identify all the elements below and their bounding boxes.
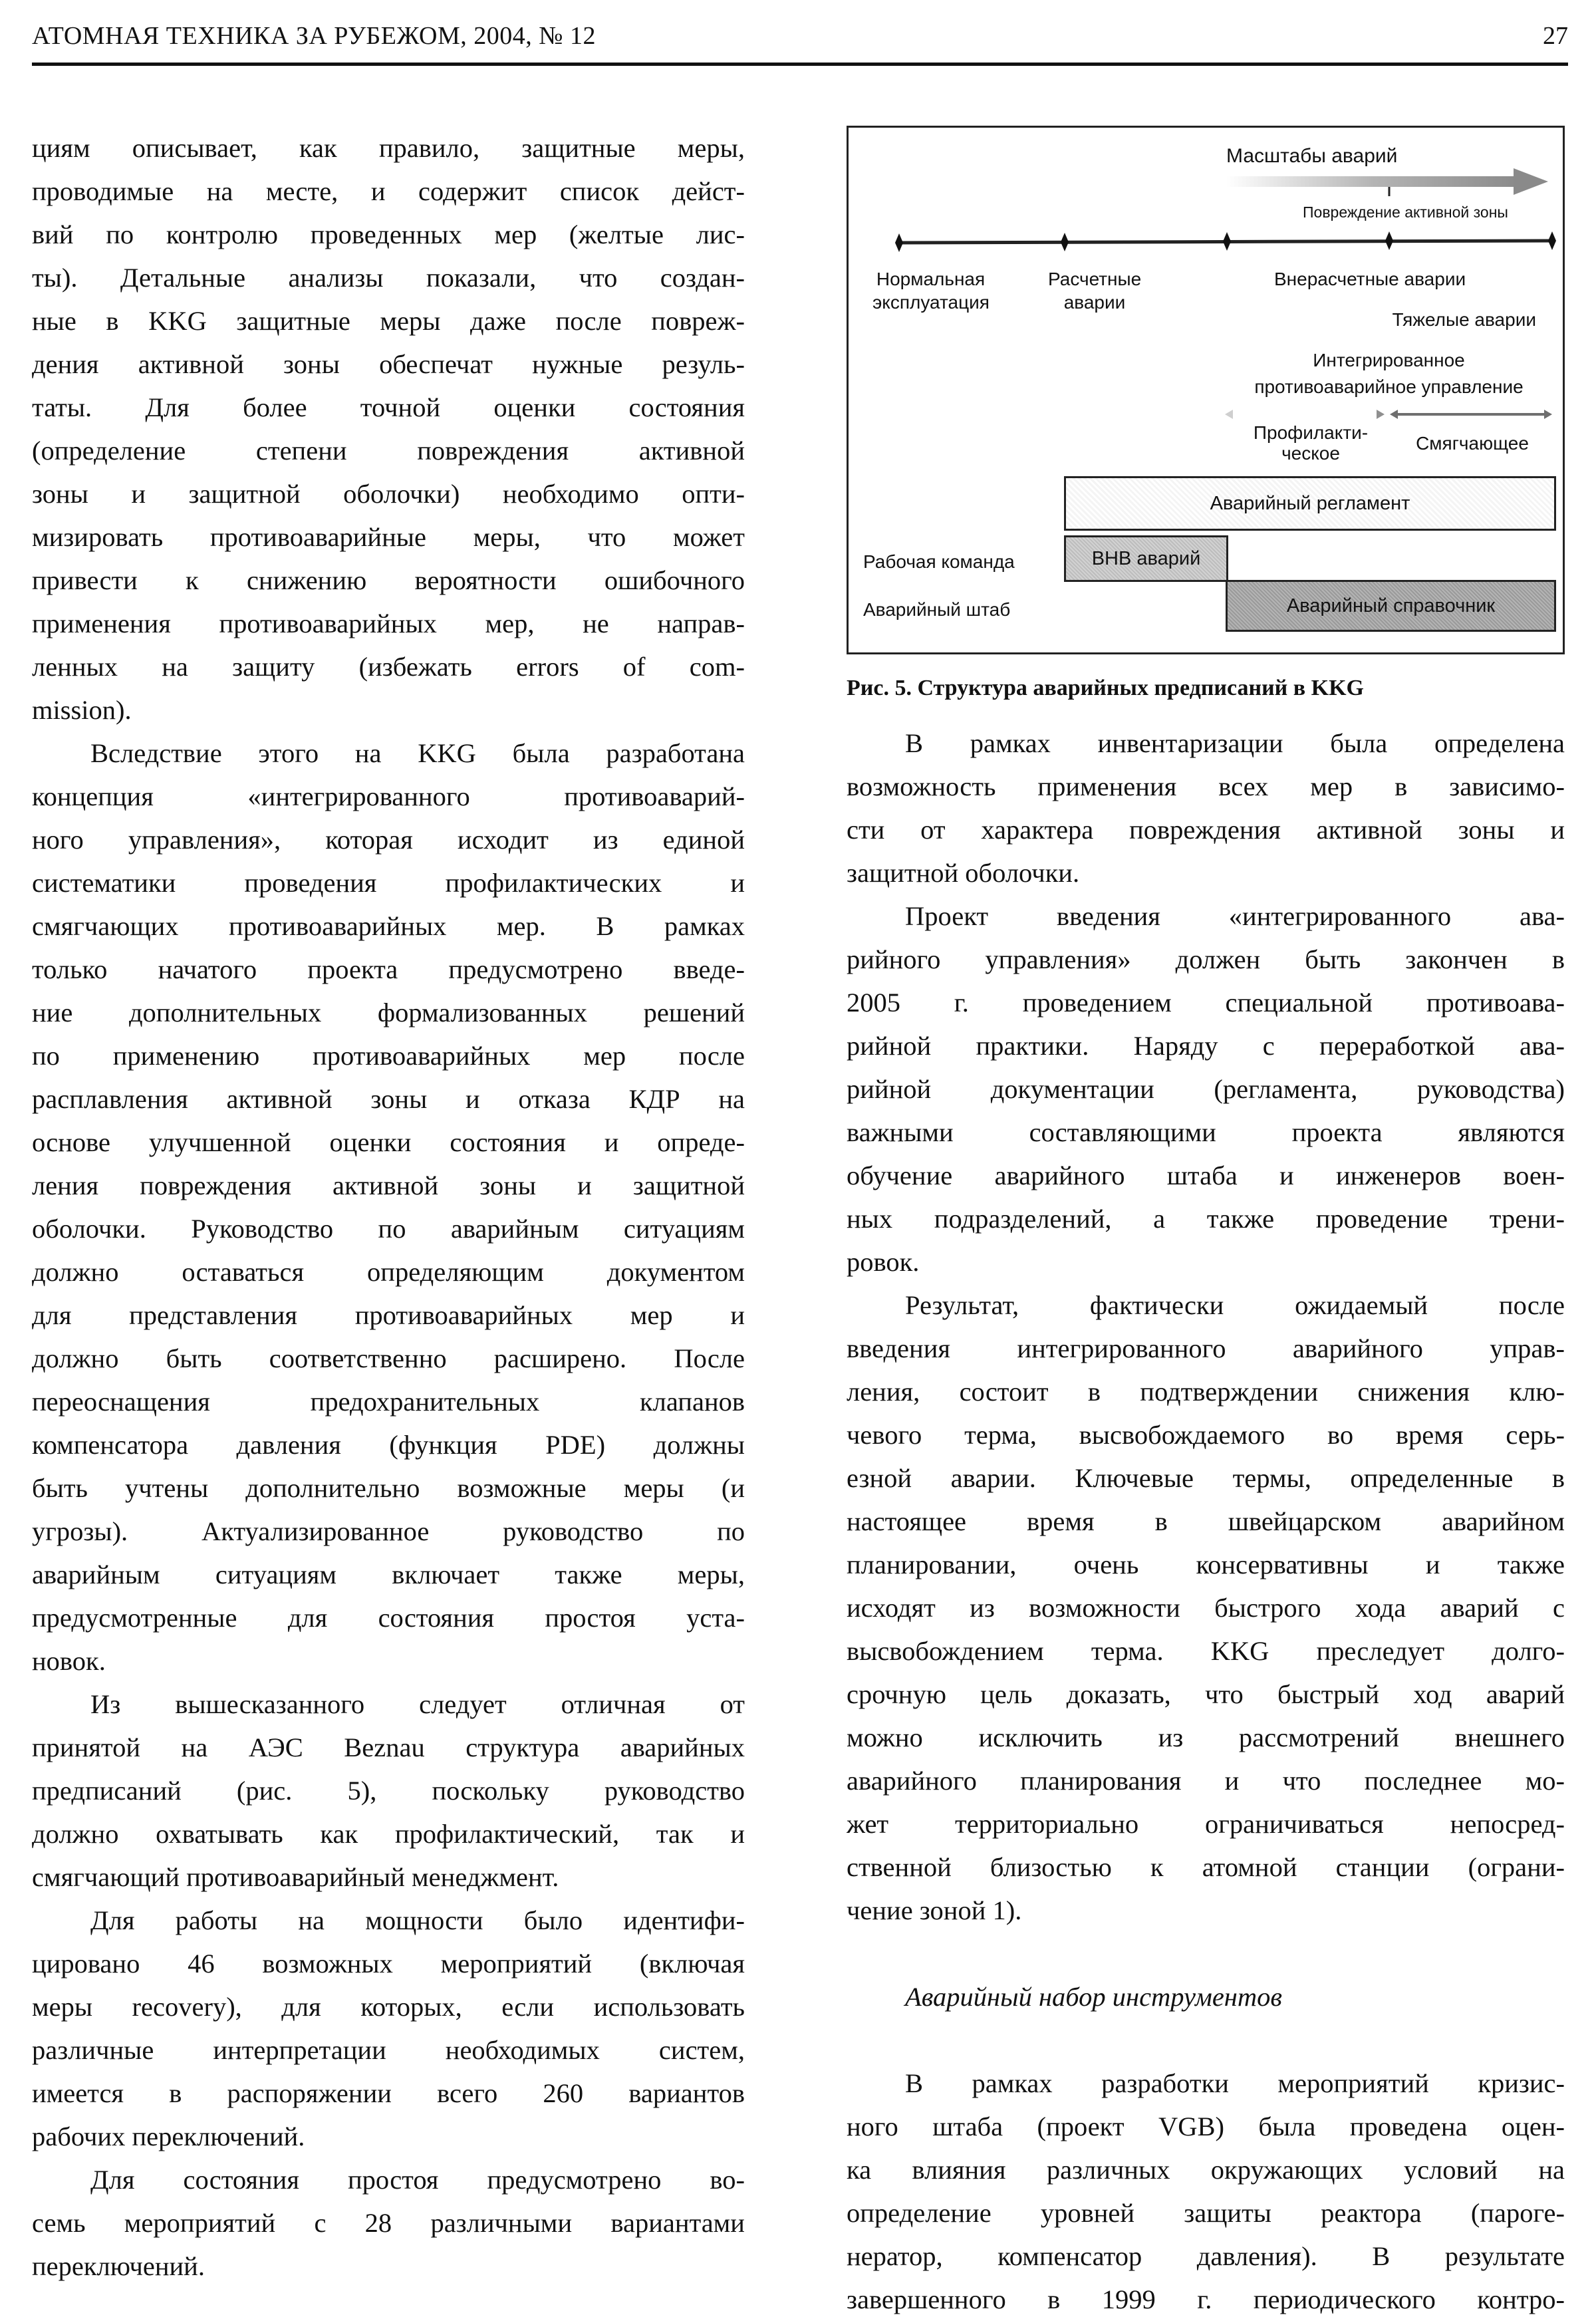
figure-caption: Рис. 5. Структура аварийных предписаний в KKG bbox=[847, 676, 1364, 700]
text-line: меры recovery), для которых, если использовать bbox=[32, 1992, 745, 2022]
text-line: исходят из возможности быстрого хода аварий с bbox=[847, 1593, 1565, 1623]
page-number: 27 bbox=[1543, 22, 1568, 50]
core-damage-label: Повреждение активной зоны bbox=[1303, 204, 1508, 221]
text-line: ние дополнительных формализованных решений bbox=[32, 998, 745, 1027]
text-line: применения противоаварийных мер, не направ- bbox=[32, 609, 745, 638]
text-line: ного штаба (проект VGB) была проведена оцен- bbox=[847, 2112, 1565, 2141]
timeline-diamond bbox=[1223, 232, 1231, 251]
figure-5 bbox=[847, 126, 1565, 654]
bar-label: ВНВ аварий bbox=[1091, 547, 1201, 569]
text-line: рийного управления» должен быть закончен в bbox=[847, 944, 1565, 974]
text-line: таты. Для более точной оценки состояния bbox=[32, 392, 745, 422]
bar-snv-accidents bbox=[1064, 535, 1228, 582]
text-line: возможность применения всех мер в зависимо- bbox=[847, 771, 1565, 801]
text-line: (определение степени повреждения активной bbox=[32, 436, 745, 466]
text-line: переоснащения предохранительных клапанов bbox=[32, 1387, 745, 1417]
text-line: определение уровней защиты реактора (пароге- bbox=[847, 2198, 1565, 2228]
spacer bbox=[847, 2018, 1565, 2062]
bar-emergency-handbook bbox=[1226, 580, 1556, 632]
text-line: основе улучшенной оценки состояния и опреде- bbox=[32, 1127, 745, 1157]
text-line: смягчающих противоаварийных мер. В рамках bbox=[32, 911, 745, 941]
timeline-diamond bbox=[1548, 231, 1556, 250]
text-line: аварийного планирования и что последнее мо- bbox=[847, 1766, 1565, 1796]
row-label-work-team: Рабочая команда bbox=[863, 551, 1015, 572]
text-line: имеется в распоряжении всего 260 вариантов bbox=[32, 2078, 745, 2108]
bar-emergency-regulation bbox=[1064, 476, 1556, 531]
text-line: планировании, очень консервативны и также bbox=[847, 1550, 1565, 1579]
text-line: проводимые на месте, и содержит список дейст- bbox=[32, 176, 745, 206]
text-line: концепция «интегрированного противоаварий- bbox=[32, 781, 745, 811]
text-line: для представления противоаварийных мер и bbox=[32, 1300, 745, 1330]
text-line: Проект введения «интегрированного ава- bbox=[905, 901, 1565, 931]
text-line: должно оставаться определяющим документом bbox=[32, 1257, 745, 1287]
text-line: ного управления», которая исходит из единой bbox=[32, 825, 745, 855]
integrated-line2: противоаварийное управление bbox=[1254, 376, 1524, 397]
timeline-diamond bbox=[895, 233, 903, 252]
text-line: 2005 г. проведением специальной противоава- bbox=[847, 988, 1565, 1018]
text-line: рабочих переключений. bbox=[32, 2121, 305, 2151]
journal-title: АТОМНАЯ ТЕХНИКА ЗА РУБЕЖОМ, 2004, № 12 bbox=[32, 22, 597, 50]
text-line: важными составляющими проекта являются bbox=[847, 1117, 1565, 1147]
text-line: В рамках разработки мероприятий кризис- bbox=[905, 2068, 1565, 2098]
preventive-line2: ческое bbox=[1281, 443, 1340, 464]
text-line: только начатого проекта предусмотрено введе- bbox=[32, 954, 745, 984]
text-line: рийной документации (регламента, руководства) bbox=[847, 1074, 1565, 1104]
text-line: рийной практики. Наряду с переработкой ава- bbox=[847, 1031, 1565, 1061]
phase-normal-line2: эксплуатация bbox=[872, 292, 990, 313]
text-line: жет территориально ограничиваться непосред- bbox=[847, 1809, 1565, 1839]
text-line: ные в KKG защитные меры даже после повреж- bbox=[32, 306, 745, 336]
header-rule bbox=[32, 63, 1568, 66]
text-line: защитной оболочки. bbox=[847, 858, 1080, 888]
phase-beyond-design: Внерасчетные аварии bbox=[1274, 269, 1466, 289]
text-line: ления, состоит в подтверждении снижения клю- bbox=[847, 1377, 1565, 1407]
text-line: дения активной зоны обеспечат нужные резуль- bbox=[32, 349, 745, 379]
text-line: аварийным ситуациям включает также меры, bbox=[32, 1560, 745, 1589]
text-line: Результат, фактически ожидаемый после bbox=[905, 1290, 1565, 1320]
text-line: компенсатора давления (функция PDE) должны bbox=[32, 1430, 745, 1460]
running-header bbox=[32, 19, 1568, 59]
scale-label: Масштабы аварий bbox=[1226, 145, 1398, 167]
text-line: срочную цель доказать, что быстрый ход аварий bbox=[847, 1679, 1565, 1709]
preventive-arrow bbox=[1225, 410, 1385, 419]
text-line: высвобождением терма. KKG преследует долго- bbox=[847, 1636, 1565, 1666]
text-line: предусмотренные для состояния простоя уста- bbox=[32, 1603, 745, 1633]
text-line: можно исключить из рассмотрений внешнего bbox=[847, 1722, 1565, 1752]
text-line: ка влияния различных окружающих условий на bbox=[847, 2155, 1565, 2185]
bar-label: Аварийный справочник bbox=[1286, 595, 1496, 616]
phase-design-line2: аварии bbox=[1063, 292, 1126, 313]
text-line: различные интерпретации необходимых систем, bbox=[32, 2035, 745, 2065]
text-line: принятой на АЭС Beznau структура аварийных bbox=[32, 1732, 745, 1762]
text-line: должно охватывать как профилактический, так и bbox=[32, 1819, 745, 1849]
text-line: чевого терма, высвобождаемого во время серь- bbox=[847, 1420, 1565, 1450]
text-line: Для работы на мощности было идентифи- bbox=[90, 1905, 745, 1935]
text-line: циям описывает, как правило, защитные меры, bbox=[32, 133, 745, 163]
text-line: ственной близостью к атомной станции (ограни- bbox=[847, 1852, 1565, 1882]
text-line: вий по контролю проведенных мер (желтые лис- bbox=[32, 219, 745, 249]
text-line: ных подразделений, а также проведение трени- bbox=[847, 1204, 1565, 1234]
text-line: оболочки. Руководство по аварийным ситуациям bbox=[32, 1214, 745, 1244]
timeline-diamond bbox=[1061, 233, 1069, 251]
row-label-emergency-staff: Аварийный штаб bbox=[863, 599, 1011, 620]
text-line: mission). bbox=[32, 695, 132, 725]
text-line: Вследствие этого на KKG была разработана bbox=[90, 738, 745, 768]
text-line: должно быть соответственно расширено. После bbox=[32, 1343, 745, 1373]
text-line: Для состояния простоя предусмотрено во- bbox=[90, 2165, 745, 2195]
text-line: сти от характера повреждения активной зоны и bbox=[847, 815, 1565, 845]
text-line: предписаний (рис. 5), поскольку руководство bbox=[32, 1776, 745, 1806]
text-line: угрозы). Актуализированное руководство по bbox=[32, 1516, 745, 1546]
preventive-line1: Профилакти- bbox=[1253, 422, 1369, 443]
text-line: семь мероприятий с 28 различными вариантами bbox=[32, 2208, 745, 2238]
text-line: мизировать противоаварийные меры, что может bbox=[32, 522, 745, 552]
text-line: привести к снижению вероятности ошибочного bbox=[32, 565, 745, 595]
text-line: цировано 46 возможных мероприятий (включая bbox=[32, 1949, 745, 1979]
text-line: переключений. bbox=[32, 2251, 205, 2281]
text-line: завершенного в 1999 г. периодического контро- bbox=[847, 2284, 1565, 2314]
timeline-diamond bbox=[1385, 231, 1393, 250]
text-line: В рамках инвентаризации была определена bbox=[905, 728, 1565, 758]
text-line: настоящее время в швейцарском аварийном bbox=[847, 1506, 1565, 1536]
text-line: ленных на защиту (избежать errors of com- bbox=[32, 652, 745, 682]
right-column bbox=[847, 722, 1565, 2321]
mitigating-label: Смягчающее bbox=[1416, 433, 1529, 454]
text-line: чение зоной 1). bbox=[847, 1895, 1022, 1925]
left-column bbox=[32, 126, 745, 2288]
phase-design-line1: Расчетные bbox=[1048, 269, 1142, 289]
text-line: ления повреждения активной зоны и защитной bbox=[32, 1170, 745, 1200]
text-line: расплавления активной зоны и отказа КДР на bbox=[32, 1084, 745, 1114]
text-line: введения интегрированного аварийного управ- bbox=[847, 1333, 1565, 1363]
text-line: ровок. bbox=[847, 1247, 920, 1277]
text-line: быть учтены дополнительно возможные меры (и bbox=[32, 1473, 745, 1503]
text-line: Из вышесказанного следует отличная от bbox=[90, 1689, 745, 1719]
text-line: по применению противоаварийных мер после bbox=[32, 1041, 745, 1071]
severe-accidents-label: Тяжелые аварии bbox=[1392, 309, 1536, 330]
text-line: ты). Детальные анализы показали, что создан- bbox=[32, 263, 745, 293]
text-line: смягчающий противоаварийный менеджмент. bbox=[32, 1862, 559, 1892]
mitigating-arrow bbox=[1390, 410, 1552, 419]
text-line: новок. bbox=[32, 1646, 106, 1676]
scale-arrow bbox=[1226, 168, 1548, 195]
text-line: нератор, компенсатор давления). В результате bbox=[847, 2241, 1565, 2271]
text-line: езной аварии. Ключевые термы, определенные в bbox=[847, 1463, 1565, 1493]
spacer bbox=[847, 1932, 1565, 1975]
integrated-line1: Интегрированное bbox=[1313, 350, 1465, 370]
text-line: зоны и защитной оболочки) необходимо опти- bbox=[32, 479, 745, 509]
bar-label: Аварийный регламент bbox=[1210, 492, 1410, 514]
section-subheading: Аварийный набор инструментов bbox=[905, 1982, 1282, 2012]
text-line: обучение аварийного штаба и инженеров воен- bbox=[847, 1160, 1565, 1190]
text-line: систематики проведения профилактических и bbox=[32, 868, 745, 898]
phase-normal-line1: Нормальная bbox=[876, 269, 986, 289]
